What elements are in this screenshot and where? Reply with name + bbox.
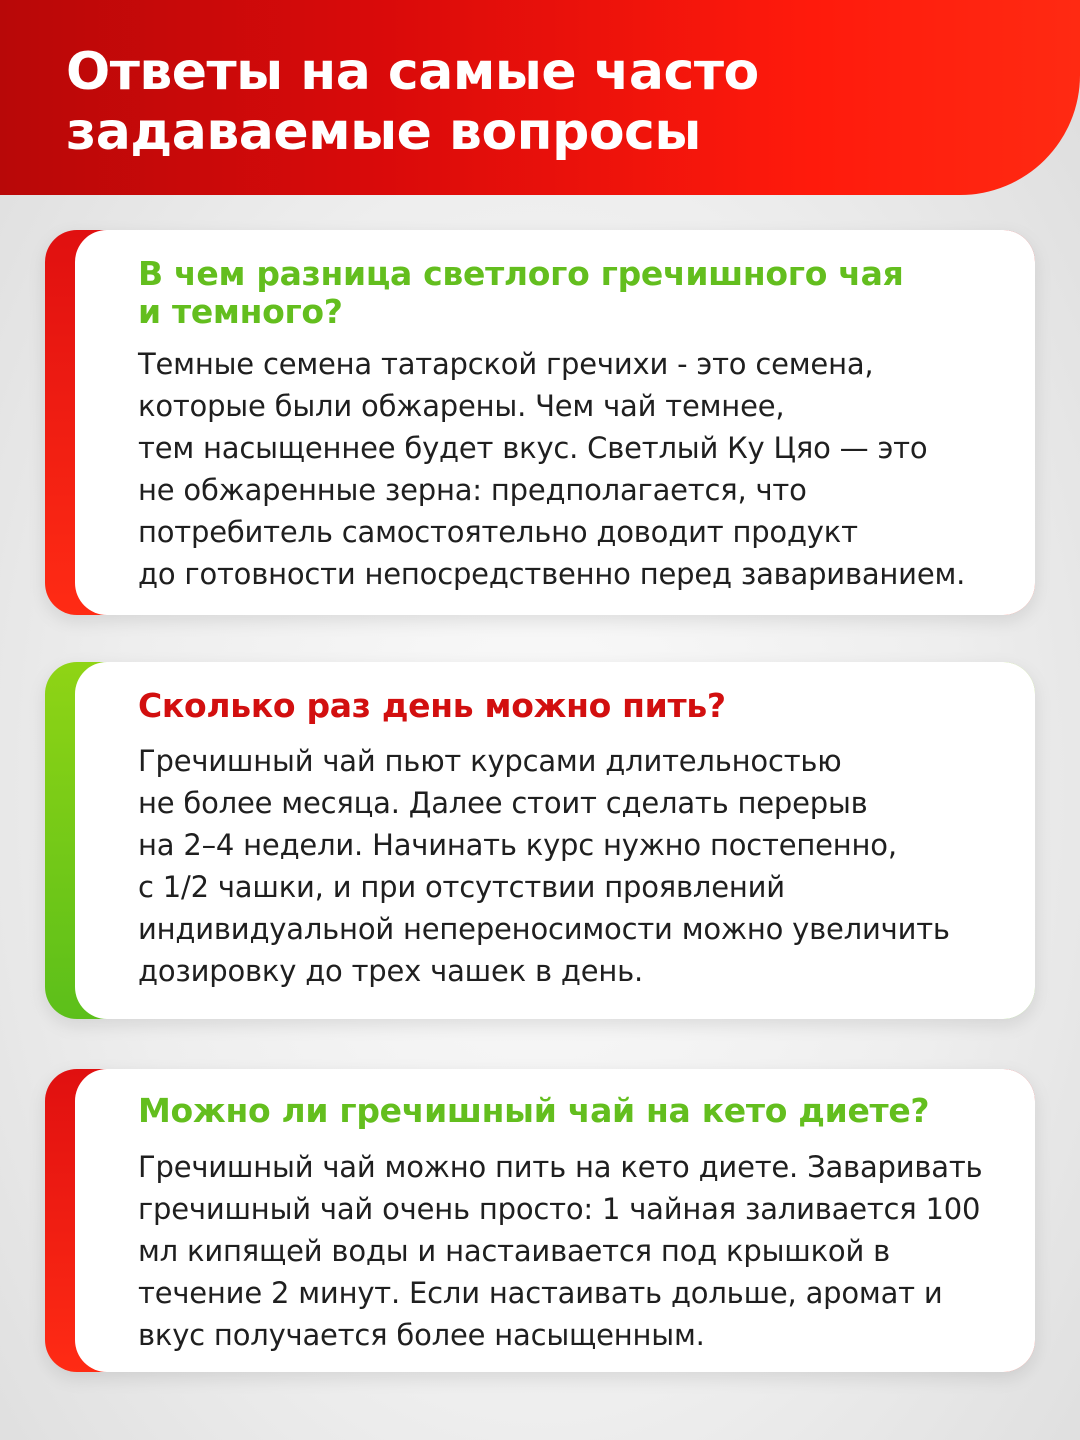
faq-card-3-panel [75, 1069, 1035, 1372]
faq-card-3 [45, 1069, 1035, 1372]
page-title: Ответы на самые часто задаваемые вопросы [66, 42, 759, 162]
faq-card-2-panel [75, 662, 1035, 1019]
header-banner [0, 0, 1080, 195]
faq-question-1: В чем разница светлого гречишного чая и темного? [138, 254, 904, 331]
faq-card-2 [45, 662, 1035, 1019]
faq-card-1-panel [75, 230, 1035, 615]
faq-answer-2: Гречишный чай пьют курсами длительностью не более месяца. Далее стоит сделать перерыв на 2–4 недели. Начинать курс нужно постепенно, с 1/2 чашки, и при отсутствии проявлений индивидуальной непереносимости можно увеличить дозировку до трех чашек в день. [138, 744, 950, 988]
faq-answer-3: Гречишный чай можно пить на кето диете. Заваривать гречишный чай очень просто: 1 чайная заливается 100 мл кипящей воды и настаивается под крышкой в течение 2 минут. Если настаивать дольше, аромат и вкус получается более насыщенным. [138, 1150, 983, 1352]
faq-card-1 [45, 230, 1035, 615]
faq-question-3: Можно ли гречишный чай на кето диете? [138, 1091, 930, 1130]
faq-answer-1: Темные семена татарской гречихи - это семена, которые были обжарены. Чем чай темнее, тем насыщеннее будет вкус. Светлый Ку Цяо — это не обжаренные зерна: предполагается, что потребитель самостоятельно доводит продукт до готовности непосредственно перед завариванием. [138, 347, 966, 591]
faq-question-2: Сколько раз день можно пить? [138, 686, 726, 725]
